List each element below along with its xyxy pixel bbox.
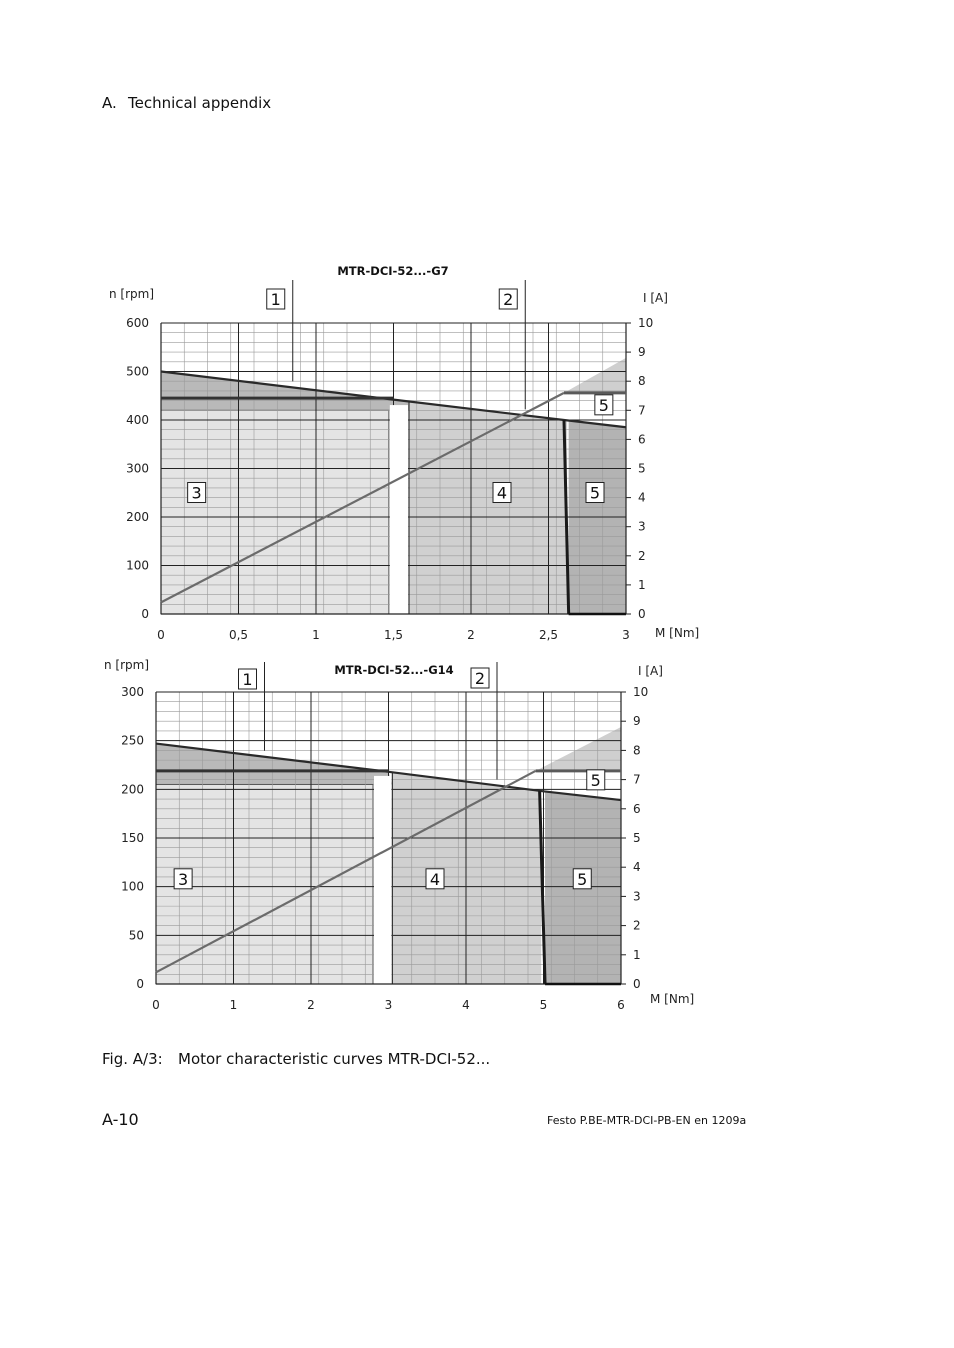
x-tick-label: 2,5: [538, 628, 559, 642]
y-left-tick-label: 300: [126, 461, 149, 476]
y-left-axis-label: n [rpm]: [104, 658, 150, 672]
page-number: A-10: [102, 1110, 139, 1129]
y-left-tick-label: 500: [126, 364, 149, 379]
x-tick-label: 1: [229, 998, 238, 1012]
y-right-tick-label: 5: [633, 831, 641, 845]
x-tick-label: 6: [617, 998, 625, 1012]
figure-caption: [102, 1050, 490, 1068]
x-tick-label: 4: [462, 998, 470, 1012]
callout-label-2: 2: [503, 290, 514, 309]
y-right-tick-label: 2: [638, 548, 646, 563]
y-left-tick-label: 100: [126, 558, 149, 573]
y-left-tick-label: 600: [126, 316, 149, 330]
y-right-tick-label: 10: [638, 316, 654, 330]
y-right-tick-label: 6: [638, 432, 646, 447]
y-left-axis-label: n [rpm]: [109, 287, 155, 301]
callout-label-4: 4: [496, 483, 508, 503]
y-left-tick-label: 50: [128, 928, 144, 943]
callout-label-5: 5: [577, 869, 588, 889]
callout-label-3: 3: [178, 869, 189, 889]
chart-title: MTR-DCI-52...-G7: [337, 264, 449, 278]
y-right-axis-label: I [A]: [643, 291, 668, 305]
y-right-tick-label: 3: [638, 519, 646, 534]
y-left-tick-label: 200: [121, 782, 144, 797]
x-tick-label: 0: [152, 998, 160, 1012]
callout-label-2: 2: [474, 669, 486, 688]
callout-label-5-upper: 5: [598, 395, 609, 415]
region-5-upper-fill: [536, 727, 621, 771]
callout-label-1: 1: [242, 670, 253, 689]
x-tick-label: 3: [384, 998, 393, 1012]
y-left-tick-label: 0: [136, 977, 144, 991]
chart-title: MTR-DCI-52...-G14: [334, 663, 454, 677]
chart-g14: [0, 650, 954, 1030]
y-right-tick-label: 10: [633, 685, 649, 699]
y-left-tick-label: 0: [141, 607, 149, 621]
y-left-tick-label: 150: [121, 831, 144, 845]
y-right-tick-label: 1: [638, 577, 646, 592]
x-tick-label: 2: [467, 628, 475, 642]
y-right-tick-label: 8: [633, 743, 641, 758]
callout-label-4: 4: [429, 869, 441, 889]
callout-label-5-upper: 5: [590, 770, 601, 790]
y-right-tick-label: 6: [633, 801, 641, 816]
y-right-tick-label: 0: [633, 977, 641, 991]
section-number: A.: [102, 94, 117, 112]
document-id: Festo P.BE-MTR-DCI-PB-EN en 1209a: [547, 1114, 747, 1127]
y-right-tick-label: 7: [633, 772, 641, 787]
callout-label-1: 1: [270, 290, 281, 309]
figure-caption-text: Motor characteristic curves MTR-DCI-52...: [178, 1050, 491, 1068]
y-right-tick-label: 1: [633, 947, 641, 962]
page-header: [102, 94, 271, 112]
section-title: Technical appendix: [128, 94, 272, 112]
y-right-tick-label: 0: [638, 607, 646, 621]
region-gap: [390, 405, 408, 614]
callout-label-5: 5: [589, 483, 601, 503]
x-axis-label: M [Nm]: [655, 626, 700, 640]
y-left-tick-label: 250: [121, 733, 144, 748]
x-tick-label: 1,5: [383, 628, 404, 642]
x-tick-label: 0: [157, 628, 165, 642]
y-right-tick-label: 9: [633, 714, 641, 729]
x-tick-label: 0,5: [228, 628, 249, 642]
y-right-tick-label: 2: [633, 918, 641, 933]
y-right-tick-label: 4: [633, 860, 641, 875]
x-tick-label: 1: [312, 628, 320, 642]
figure-label: Fig. A/3:: [102, 1050, 163, 1068]
x-axis-label: M [Nm]: [650, 992, 695, 1006]
y-left-tick-label: 200: [126, 510, 149, 524]
region-peak-band: [156, 744, 392, 785]
chart-g7: [0, 250, 954, 650]
region-gap: [374, 776, 391, 984]
y-right-tick-label: 7: [638, 403, 646, 418]
y-right-tick-label: 9: [638, 345, 646, 360]
y-left-tick-label: 100: [121, 879, 144, 894]
y-left-tick-label: 300: [121, 685, 144, 699]
y-right-axis-label: I [A]: [638, 664, 663, 678]
callout-label-3: 3: [191, 483, 202, 503]
region-4-fill: [392, 772, 541, 984]
x-tick-label: 2: [307, 998, 315, 1012]
y-right-tick-label: 3: [633, 889, 641, 904]
y-right-tick-label: 4: [638, 490, 646, 505]
x-tick-label: 5: [539, 998, 548, 1012]
x-tick-label: 3: [622, 628, 630, 642]
y-right-tick-label: 5: [638, 461, 646, 476]
y-left-tick-label: 400: [126, 413, 149, 427]
region-5-upper-fill: [564, 358, 626, 393]
y-right-tick-label: 8: [638, 374, 646, 389]
